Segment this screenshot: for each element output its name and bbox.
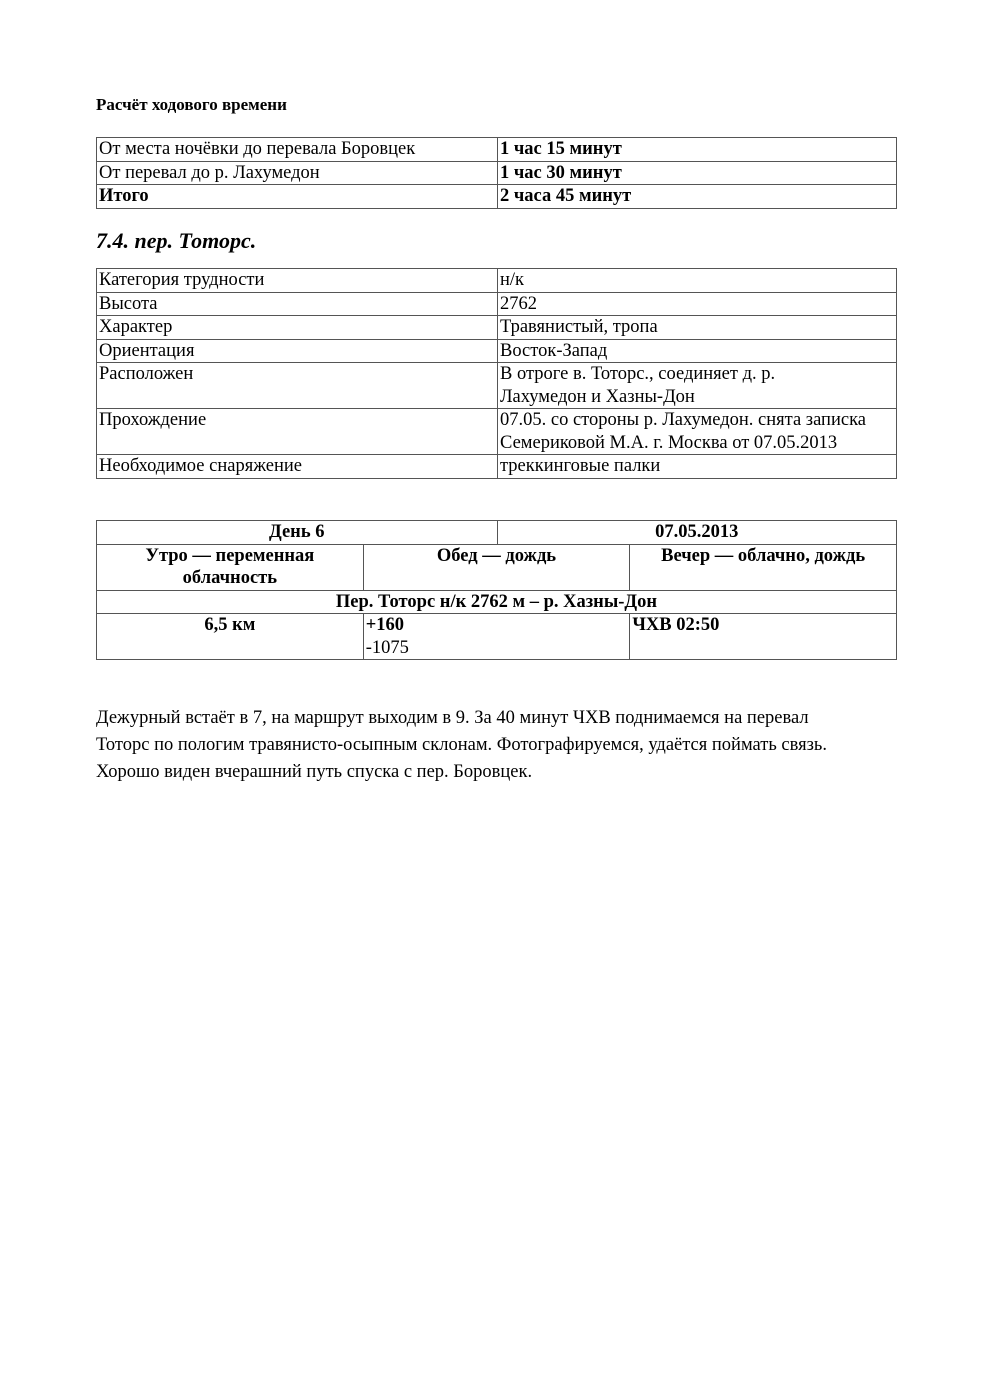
pass-info-value (498, 409, 897, 455)
narrative-line: Тоторс по пологим травянисто-осыпным склонам. Фотографируемся, удаётся поймать связь. (96, 735, 827, 755)
pass-info-value (498, 339, 897, 363)
elevation-change (363, 614, 630, 660)
ascent: +160 (365, 615, 404, 635)
time-calc-label: От места ночёвки до перевала Боровцек (97, 138, 498, 162)
pass-info-label: Высота (97, 292, 498, 316)
pass-info-value (498, 316, 897, 340)
value-line: 2762 (500, 293, 537, 314)
table-row (97, 363, 897, 409)
weather-line: облачность (182, 568, 278, 588)
time-calc-total-value: 2 часа 45 минут (498, 185, 897, 209)
weather-noon: Обед — дождь (363, 544, 630, 590)
distance: 6,5 км (97, 614, 364, 660)
pass-info-label: Расположен (97, 363, 498, 409)
pass-info-label: Ориентация (97, 339, 498, 363)
table-row (97, 614, 897, 660)
value-line: Травянистый, тропа (500, 317, 658, 337)
day-table (96, 520, 897, 660)
value-line: треккинговые палки (500, 456, 661, 476)
value-line: В отроге в. Тоторс., соединяет д. р. (500, 364, 776, 384)
table-row (97, 455, 897, 479)
table-row (97, 544, 897, 590)
pass-info-label: Категория трудности (97, 269, 498, 293)
pass-info-label: Необходимое снаряжение (97, 455, 498, 479)
time-calc-label: От перевал до р. Лахумедон (97, 161, 498, 185)
day-label: День 6 (97, 521, 498, 545)
narrative-paragraph (96, 705, 898, 786)
narrative-line: Хорошо виден вчерашний путь спуска с пер. Боровцек. (96, 762, 533, 782)
time-calc-table (96, 137, 897, 209)
pass-heading: 7.4. пер. Тоторс. (96, 228, 257, 253)
pass-info-value (498, 292, 897, 316)
walking-time: ЧХВ 02:50 (630, 614, 897, 660)
table-row (97, 339, 897, 363)
table-row (97, 316, 897, 340)
weather-evening: Вечер — облачно, дождь (630, 544, 897, 590)
weather-line: Утро — переменная (145, 545, 315, 566)
table-row (97, 521, 897, 545)
value-line: н/к (500, 270, 525, 290)
table-row (97, 161, 897, 185)
descent: -1075 (365, 637, 409, 658)
table-row (97, 138, 897, 162)
table-row (97, 409, 897, 455)
pass-info-label: Прохождение (97, 409, 498, 455)
table-row (97, 269, 897, 293)
table-row (97, 185, 897, 209)
pass-info-value (498, 455, 897, 479)
value-line: Семериковой М.А. г. Москва от 07.05.2013 (500, 432, 838, 453)
value-line: Восток-Запад (500, 340, 608, 361)
table-row (97, 292, 897, 316)
pass-info-value (498, 269, 897, 293)
time-calc-total-label: Итого (97, 185, 498, 209)
time-calc-value: 1 час 30 минут (498, 161, 897, 185)
pass-info-value (498, 363, 897, 409)
route-segment: Пер. Тоторс н/к 2762 м – р. Хазны-Дон (97, 590, 897, 614)
weather-morning (97, 544, 364, 590)
table-row (97, 590, 897, 614)
time-calc-value: 1 час 15 минут (498, 138, 897, 162)
value-line: 07.05. со стороны р. Лахумедон. снята записка (500, 410, 866, 430)
pass-info-table (96, 268, 897, 479)
value-line: Лахумедон и Хазны-Дон (500, 386, 695, 407)
day-date: 07.05.2013 (497, 521, 897, 545)
time-calc-title: Расчёт ходового времени (96, 95, 287, 114)
pass-info-label: Характер (97, 316, 498, 340)
narrative-line: Дежурный встаёт в 7, на маршрут выходим в 9. За 40 минут ЧХВ поднимаемся на перевал (96, 708, 809, 728)
